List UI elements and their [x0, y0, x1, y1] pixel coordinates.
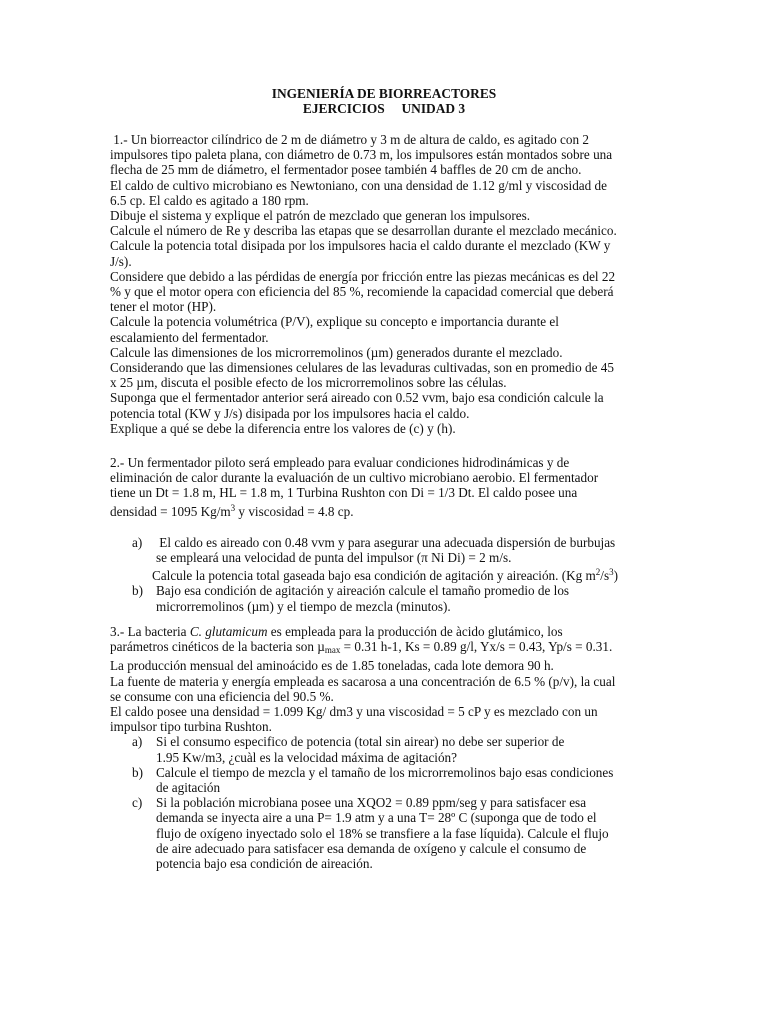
- item-line: Calcule el tiempo de mezcla y el tamaño de los microrremolinos bajo esas condiciones: [156, 764, 614, 780]
- exercise-2-line: eliminación de calor durante la evaluación de un cultivo microbiano aerobio. El fermentador: [110, 470, 599, 486]
- exercise-1-line: potencia total (KW y J/s) disipada por los impulsores hacia el caldo.: [110, 405, 470, 421]
- exercise-1-line: Suponga que el fermentador anterior será aireado con 0.52 vvm, bajo esa condición calcule la: [110, 390, 604, 406]
- item-line-text: Calcule la potencia total gaseada bajo esa condición de agitación y aireación. (Kg m: [152, 568, 596, 584]
- exercise-3-line: El caldo posee una densidad = 1.099 Kg/ dm3 y una viscosidad = 5 cP y es mezclado con un: [110, 704, 598, 720]
- exercise-1-line: Considerando que las dimensiones celulares de las levaduras cultivadas, son en promedio de 45: [110, 360, 614, 376]
- exponent: 3: [609, 567, 614, 578]
- item-line: Si la población microbiana posee una XQO2 = 0.89 ppm/seg y para satisfacer esa: [156, 795, 587, 811]
- line-text: = 0.31 h-1, Ks = 0.89 g/l, Yx/s = 0.43, Yp/s = 0.31.: [340, 639, 613, 655]
- exercise-1-line: Calcule la potencia total disipada por los impulsores hacia el caldo durante el mezclado (KW y: [110, 238, 611, 254]
- item-line-text: ): [613, 568, 618, 584]
- item-label: c): [132, 795, 143, 811]
- exercise-3-item-c: [110, 795, 658, 871]
- exercise-2-line: tiene un Dt = 1.8 m, HL = 1.8 m, 1 Turbina Rushton con Di = 1/3 Dt. El caldo posee una: [110, 485, 578, 501]
- item-line: flujo de oxígeno inyectado solo el 18% se transfiere a la fase líquida). Calcule el flujo: [156, 825, 609, 841]
- exercise-3-items: [110, 734, 658, 871]
- density-exponent: 3: [230, 502, 236, 513]
- exercise-1-line: x 25 µm, discuta el posible efecto de los microrremolinos sobre las células.: [110, 375, 507, 391]
- exercise-3-item-b: [110, 765, 658, 795]
- exercise-1-line: J/s).: [110, 253, 132, 269]
- item-line: Si el consumo especifico de potencia (total sin airear) no debe ser superior de: [156, 734, 565, 750]
- exercise-1-line: Dibuje el sistema y explique el patrón de mezclado que generan los impulsores.: [110, 208, 531, 224]
- exercise-1-line: Calcule la potencia volumétrica (P/V), explique su concepto e importancia durante el: [110, 314, 559, 330]
- species-name: C. glutamicum: [189, 624, 268, 639]
- exponent: 2: [595, 567, 601, 578]
- exercise-1-line: 1.- Un biorreactor cilíndrico de 2 m de diámetro y 3 m de altura de caldo, es agitado con 2: [110, 132, 589, 147]
- line-text: parámetros cinéticos de la bacteria son µ: [110, 639, 325, 655]
- exercise-2-density-line: [110, 501, 658, 519]
- item-label: b): [132, 764, 143, 780]
- exercise-3: [110, 624, 658, 871]
- exercise-1-line: escalamiento del fermentador.: [110, 329, 269, 345]
- exercise-1-line: Considere que debido a las pérdidas de energía por fricción entre las piezas mecánicas es del 22: [110, 268, 616, 284]
- exercise-2-items: [110, 535, 658, 614]
- line-text: es empleada para la producción de àcido glutámico, los: [267, 624, 563, 639]
- exercise-3-line: [110, 639, 658, 658]
- exercise-1-line: El caldo de cultivo microbiano es Newtoniano, con una densidad de 1.12 g/ml y viscosidad de: [110, 177, 607, 193]
- item-line: [152, 565, 658, 583]
- item-line: demanda se inyecta aire a una P= 1.9 atm y a una T= 28º C (suponga que de todo el: [156, 810, 597, 826]
- exercise-2-item-b: [110, 583, 658, 613]
- exercise-3-line: [110, 624, 658, 639]
- item-line: Bajo esa condición de agitación y aireación calcule el tamaño promedio de los: [156, 583, 570, 599]
- exercise-1: [110, 132, 658, 436]
- item-label: a): [132, 734, 143, 750]
- exercise-3-line: se consume con una eficiencia del 90.5 %.: [110, 688, 334, 704]
- exercise-1-line: % y que el motor opera con eficiencia del 85 %, recomiende la capacidad comercial que deberá: [110, 284, 614, 300]
- item-label: a): [132, 534, 143, 550]
- item-line: microrremolinos (µm) y el tiempo de mezcla (minutos).: [156, 598, 451, 614]
- subscript: max: [324, 645, 341, 656]
- exercise-1-line: Calcule el número de Re y describa las etapas que se desarrollan durante el mezclado mecánico.: [110, 223, 617, 239]
- item-line: de agitación: [156, 780, 221, 796]
- exercise-1-line: tener el motor (HP).: [110, 299, 217, 315]
- item-line: 1.95 Kw/m3, ¿cuàl es la velocidad máxima de agitación?: [156, 749, 458, 765]
- item-label: b): [132, 583, 143, 599]
- exercise-2: [110, 455, 658, 614]
- exercise-2-line: 2.- Un fermentador piloto será empleado para evaluar condiciones hidrodinámicas y de: [110, 455, 570, 470]
- exercise-3-item-a: [110, 734, 658, 764]
- exercise-2-item-a: [110, 535, 658, 584]
- exercise-1-line: impulsores tipo paleta plana, con diámetro de 0.73 m, los impulsores están montados sobre una: [110, 147, 613, 163]
- item-line: de aire adecuado para satisfacer esa demanda de oxígeno y calcule el consumo de: [156, 840, 587, 856]
- line-text: 3.- La bacteria: [110, 624, 190, 639]
- exercise-3-line: impulsor tipo turbina Rushton.: [110, 719, 272, 735]
- exercise-3-line: La fuente de materia y energía empleada es sacarosa a una concentración de 6.5 % (p/v), la cual: [110, 673, 616, 689]
- exercise-1-line: Calcule las dimensiones de los microrremolinos (µm) generados durante el mezclado.: [110, 344, 563, 360]
- document-subtitle: EJERCICIOS UNIDAD 3: [302, 101, 466, 116]
- viscosity-text: y viscosidad = 4.8 cp.: [235, 503, 354, 519]
- exercise-1-line: 6.5 cp. El caldo es agitado a 180 rpm.: [110, 192, 309, 208]
- document-title: INGENIERÍA DE BIORREACTORES: [271, 86, 497, 101]
- item-line: se empleará una velocidad de punta del impulsor (π Ni Di) = 2 m/s.: [156, 550, 512, 566]
- exercise-1-line: flecha de 25 mm de diámetro, el fermentador posee también 4 baffles de 20 cm de ancho.: [110, 162, 582, 178]
- exercise-3-line: La producción mensual del aminoácido es de 1.85 toneladas, cada lote demora 90 h.: [110, 658, 554, 674]
- item-line: El caldo es aireado con 0.48 vvm y para asegurar una adecuada dispersión de burbujas: [156, 534, 616, 550]
- item-line: potencia bajo esa condición de aireación.: [156, 856, 373, 872]
- item-line-text: /s: [600, 568, 610, 584]
- exercise-1-line: Explique a qué se debe la diferencia entre los valores de (c) y (h).: [110, 420, 456, 436]
- density-text: densidad = 1095 Kg/m: [110, 503, 231, 519]
